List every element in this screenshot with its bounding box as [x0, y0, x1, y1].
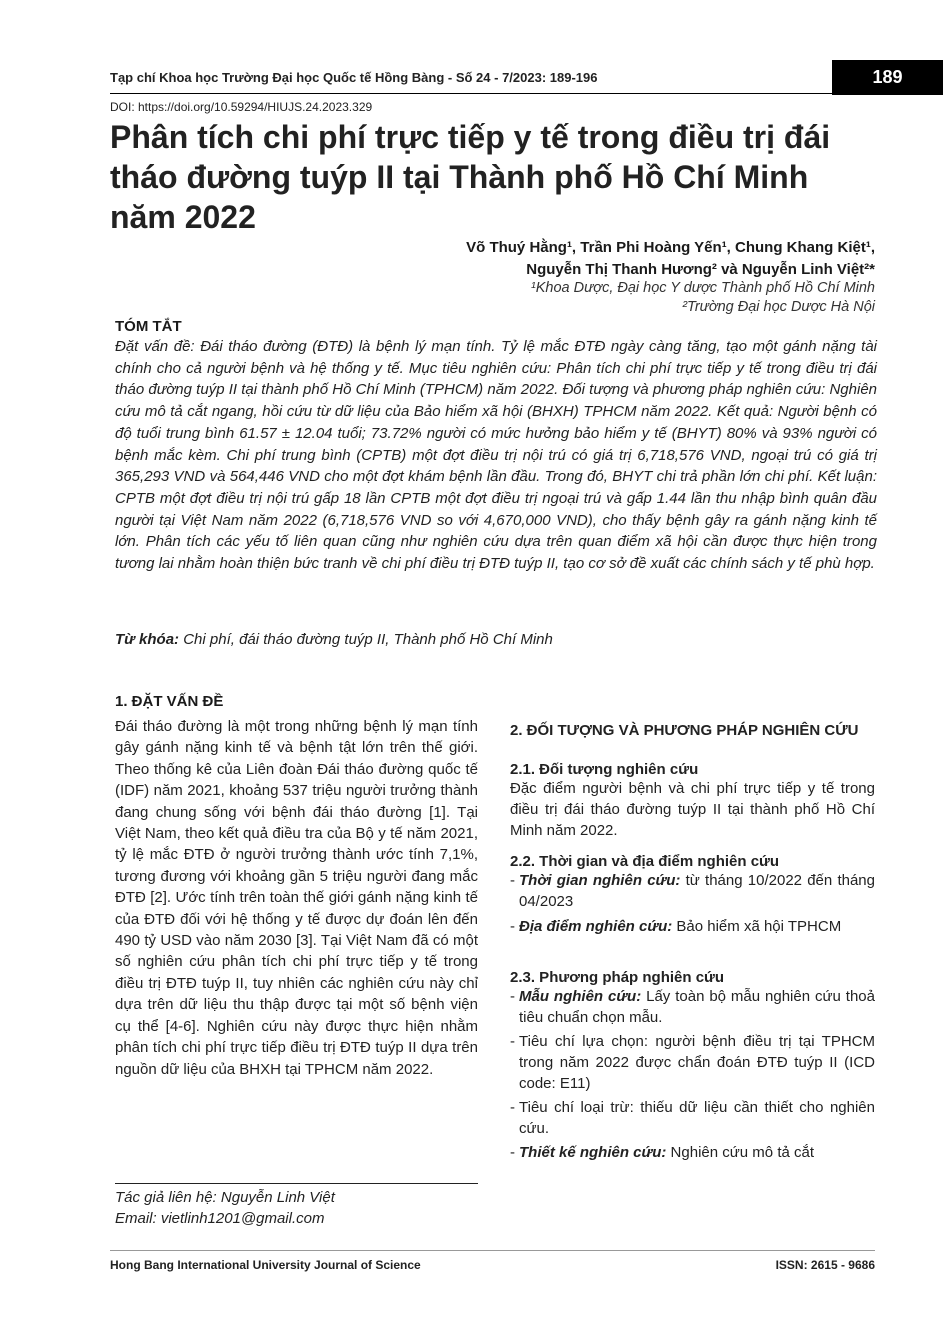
item-text: Nghiên cứu mô tả cắt	[666, 1144, 815, 1161]
contact-email[interactable]: Email: vietlinh1201@gmail.com	[115, 1210, 325, 1227]
footer-divider	[110, 1250, 875, 1251]
section-2-3-heading: 2.3. Phương pháp nghiên cứu	[510, 969, 725, 986]
abstract-heading: TÓM TẮT	[115, 318, 182, 335]
list-item: - Tiêu chí lựa chọn: người bệnh điều trị tại TPHCM trong năm 2022 được chẩn đoán ĐTĐ tuýp II (ICD code: E11)	[510, 1033, 875, 1092]
keywords-label: Từ khóa:	[115, 631, 180, 648]
author-line-1: Võ Thuý Hằng¹, Trần Phi Hoàng Yến¹, Chung Khang Kiệt¹,	[466, 239, 875, 256]
author-line-2: Nguyễn Thị Thanh Hương² và Nguyễn Linh Việt²*	[526, 261, 875, 278]
contact-author: Tác giả liên hệ: Nguyễn Linh Việt	[115, 1189, 335, 1206]
item-label: Mẫu nghiên cứu:	[519, 988, 642, 1005]
contact-info	[115, 1187, 335, 1229]
affiliation-2: ²Trường Đại học Dược Hà Nội	[682, 299, 875, 315]
footnote-divider	[115, 1183, 478, 1184]
section-2-2-heading: 2.2. Thời gian và địa điểm nghiên cứu	[510, 853, 780, 870]
section-2-heading: 2. ĐỐI TƯỢNG VÀ PHƯƠNG PHÁP NGHIÊN CỨU	[510, 722, 859, 739]
doi-link[interactable]: DOI: https://doi.org/10.59294/HIUJS.24.2023.329	[110, 100, 373, 114]
list-item: - Thời gian nghiên cứu: từ tháng 10/2022 đến tháng 04/2023	[510, 872, 875, 910]
item-label: Thời gian nghiên cứu:	[519, 872, 681, 889]
journal-header: Tạp chí Khoa học Trường Đại học Quốc tế Hồng Bàng - Số 24 - 7/2023: 189-196	[110, 70, 598, 85]
item-label: Thiết kế nghiên cứu:	[519, 1144, 667, 1161]
item-text: Tiêu chí lựa chọn: người bệnh điều trị tại TPHCM trong năm 2022 được chẩn đoán ĐTĐ tuýp II (ICD code: E11)	[519, 1033, 875, 1092]
section-1-text: Đái tháo đường là một trong những bệnh lý mạn tính gây gánh nặng kinh tế và bệnh tật lớn trên thế giới. Theo thống kê của Liên đoàn Đái tháo đường quốc tế (IDF) năm 2021, khoảng 537 triệu người trưởng thành đang chung sống với bệnh đái tháo đường [1]. Tại Việt Nam, theo kết quả điều tra của Bộ y tế năm 2021, tỷ lệ mắc ĐTĐ ở người trưởng thành ước tính 7,1%, tương đương với khoảng gần 5 triệu người đang mắc ĐTĐ [2]. Ước tính trên toàn thế giới gánh nặng kinh tế của ĐTĐ đối với hệ thống y tế được dự đoán lên đến 490 tỷ USD vào năm 2030 [3]. Tại Việt Nam đã có một số nghiên cứu phân tích chi phí trực tiếp y tế trong điều trị ĐTĐ tuýp II, tuy nhiên các nghiên cứu này chỉ dựa trên dữ liệu thu thập được tại một số bệnh viện cụ thể [4-6]. Nghiên cứu này được thực hiện nhằm phân tích chi phí trực tiếp điều trị ĐTĐ tuýp II dựa trên nguồn dữ liệu của BHXH tại TPHCM năm 2022.	[115, 718, 478, 1078]
item-text: Tiêu chí loại trừ: thiếu dữ liệu cần thiết cho nghiên cứu.	[519, 1099, 875, 1137]
keywords-text: Chi phí, đái tháo đường tuýp II, Thành phố Hồ Chí Minh	[183, 631, 553, 648]
footer-issn: ISSN: 2615 - 9686	[775, 1258, 875, 1272]
abstract-text: Đặt vấn đề: Đái tháo đường (ĐTĐ) là bệnh lý mạn tính. Tỷ lệ mắc ĐTĐ ngày càng tăng, tạo một gánh nặng tài chính cho cả người bệnh và hệ thống y tế. Mục tiêu nghiên cứu: Phân tích chi phí trực tiếp y tế trong điều trị đái tháo đường tuýp II tại thành phố Hồ Chí Minh (TPHCM) năm 2022. Đối tượng và phương pháp nghiên cứu: Nghiên cứu mô tả cắt ngang, hồi cứu từ dữ liệu của Bảo hiểm xã hội (BHXH) TPHCM năm 2022. Kết quả: Người bệnh có độ tuổi trung bình 61.57 ± 12.04 tuổi; 73.72% người có mức hưởng bảo hiểm y tế (BHYT) 80% và 93% người có bệnh mắc kèm. Chi phí trung bình (CPTB) một đợt điều trị nội trú có giá trị 6,718,576 VND, ngoại trú có giá trị 365,293 VND và 564,446 VND cho một đợt khám bệnh lần đầu. Trong đó, BHYT chi trả phần lớn chi phí. Kết luận: CPTB một đợt điều trị nội trú gấp 18 lần CPTB một đợt điều trị ngoại trú và gấp 1.44 lần thu nhập bình quân đầu người tại Việt Nam năm 2022 (6,718,576 VND so với 4,670,000 VND), cho thấy bệnh gây ra gánh nặng kinh tế lớn. Phân tích các yếu tố liên quan cũng như nghiên cứu dựa trên quan điểm xã hội cần được thực hiện trong tương lai nhằm hoàn thiện bức tranh về chi phí điều trị ĐTĐ tuýp II, tạo cơ sở đề xuất các chính sách y tế phù hợp.	[115, 338, 877, 573]
section-2-1	[510, 761, 875, 841]
section-1-heading: 1. ĐẶT VẤN ĐỀ	[115, 693, 224, 710]
list-item: - Tiêu chí loại trừ: thiếu dữ liệu cần thiết cho nghiên cứu.	[510, 1099, 875, 1137]
item-text: Bảo hiểm xã hội TPHCM	[672, 918, 842, 935]
section-2-1-heading: 2.1. Đối tượng nghiên cứu	[510, 761, 699, 778]
section-2-2	[510, 853, 875, 937]
list-item: - Thiết kế nghiên cứu: Nghiên cứu mô tả cắt	[510, 1144, 815, 1161]
author-list	[355, 237, 875, 281]
page-number: 189	[832, 60, 943, 95]
list-item: - Địa điểm nghiên cứu: Bảo hiểm xã hội TPHCM	[510, 918, 842, 935]
item-text: từ tháng 10/2022 đến tháng 04/2023	[519, 872, 875, 910]
affiliation-1: ¹Khoa Dược, Đại học Y dược Thành phố Hồ Chí Minh	[530, 280, 875, 296]
section-2-3	[510, 969, 875, 1163]
keywords	[115, 631, 877, 648]
list-item: - Mẫu nghiên cứu: Lấy toàn bộ mẫu nghiên cứu thoả tiêu chuẩn chọn mẫu.	[510, 988, 875, 1026]
header-divider	[110, 93, 943, 94]
section-2-1-text: Đặc điểm người bệnh và chi phí trực tiếp y tế trong điều trị đái tháo đường tuýp II tại thành phố Hồ Chí Minh năm 2022.	[510, 780, 875, 839]
article-title: Phân tích chi phí trực tiếp y tế trong điều trị đái tháo đường tuýp II tại Thành phố Hồ Chí Minh năm 2022	[110, 119, 831, 235]
item-label: Địa điểm nghiên cứu:	[519, 918, 673, 935]
item-text: Lấy toàn bộ mẫu nghiên cứu thoả tiêu chuẩn chọn mẫu.	[519, 988, 875, 1026]
footer-journal-name: Hong Bang International University Journal of Science	[110, 1258, 421, 1272]
